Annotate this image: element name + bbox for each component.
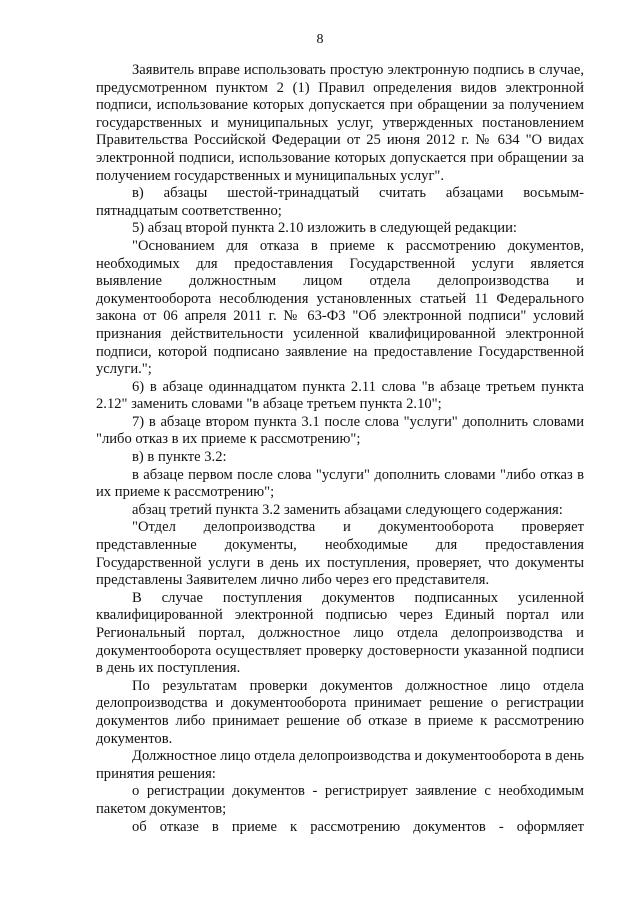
document-body <box>96 62 584 836</box>
paragraph: "Основанием для отказа в приеме к рассмотрению документов, необходимых для предоставления Государственной услуги является выявление должностным лицом отдела делопроизводства и документооборота несоблюдения установленных статьей 11 Федерального закона от 06 апреля 2011 г. № 63-ФЗ "Об электронной подписи" условий признания действительности усиленной квалифицированной электронной подписи, которой подписано заявление на предоставление Государственной услуги."; <box>96 237 584 378</box>
paragraph: Заявитель вправе использовать простую электронную подпись в случае, предусмотренном пунктом 2 (1) Правил определения видов электронной подписи, использование которых допускается при обращении за получением государственных и муниципальных услуг, утвержденных постановлением Правительства Российской Федерации от 25 июня 2012 г. № 634 "О видах электронной подписи, использование которых допускается при обращении за получением государственных и муниципальных услуг". <box>96 62 584 184</box>
paragraph: В случае поступления документов подписанных усиленной квалифицированной электронной подписью через Единый портал или Региональный портал, должностное лицо отдела делопроизводства и документооборота осуществляет проверку достоверности указанной подписи в день их поступления. <box>96 589 584 677</box>
paragraph: в) в пункте 3.2: <box>132 449 227 466</box>
paragraph: в абзаце первом после слова "услуги" дополнить словами "либо отказ в их приеме к рассмотрению"; <box>96 466 584 501</box>
paragraph: 7) в абзаце втором пункта 3.1 после слова "услуги" дополнить словами "либо отказ в их приеме к рассмотрению"; <box>96 413 584 448</box>
paragraph: 6) в абзаце одиннадцатом пункта 2.11 слова "в абзаце третьем пункта 2.12" заменить словами "в абзаце третьем пункта 2.10"; <box>96 378 584 413</box>
paragraph: По результатам проверки документов должностное лицо отдела делопроизводства и документооборота принимает решение о регистрации документов либо принимает решение об отказе в приеме к рассмотрению документов. <box>96 677 584 747</box>
paragraph: Должностное лицо отдела делопроизводства и документооборота в день принятия решения: <box>96 748 584 782</box>
paragraph: 5) абзац второй пункта 2.10 изложить в следующей редакции: <box>132 220 517 237</box>
paragraph: в) абзацы шестой-тринадцатый считать абзацами восьмым-пятнадцатым соответственно; <box>96 185 584 219</box>
paragraph: об отказе в приеме к рассмотрению документов - оформляет <box>132 818 584 835</box>
page-number: 8 <box>316 32 324 47</box>
paragraph: о регистрации документов - регистрирует заявление с необходимым пакетом документов; <box>96 783 584 817</box>
paragraph: абзац третий пункта 3.2 заменить абзацами следующего содержания: <box>132 501 563 518</box>
paragraph: "Отдел делопроизводства и документооборота проверяет представленные документы, необходимые для предоставления Государственной услуги в день их поступления, проверяет, что документы представлены Заявителем лично либо через его представителя. <box>96 519 584 589</box>
